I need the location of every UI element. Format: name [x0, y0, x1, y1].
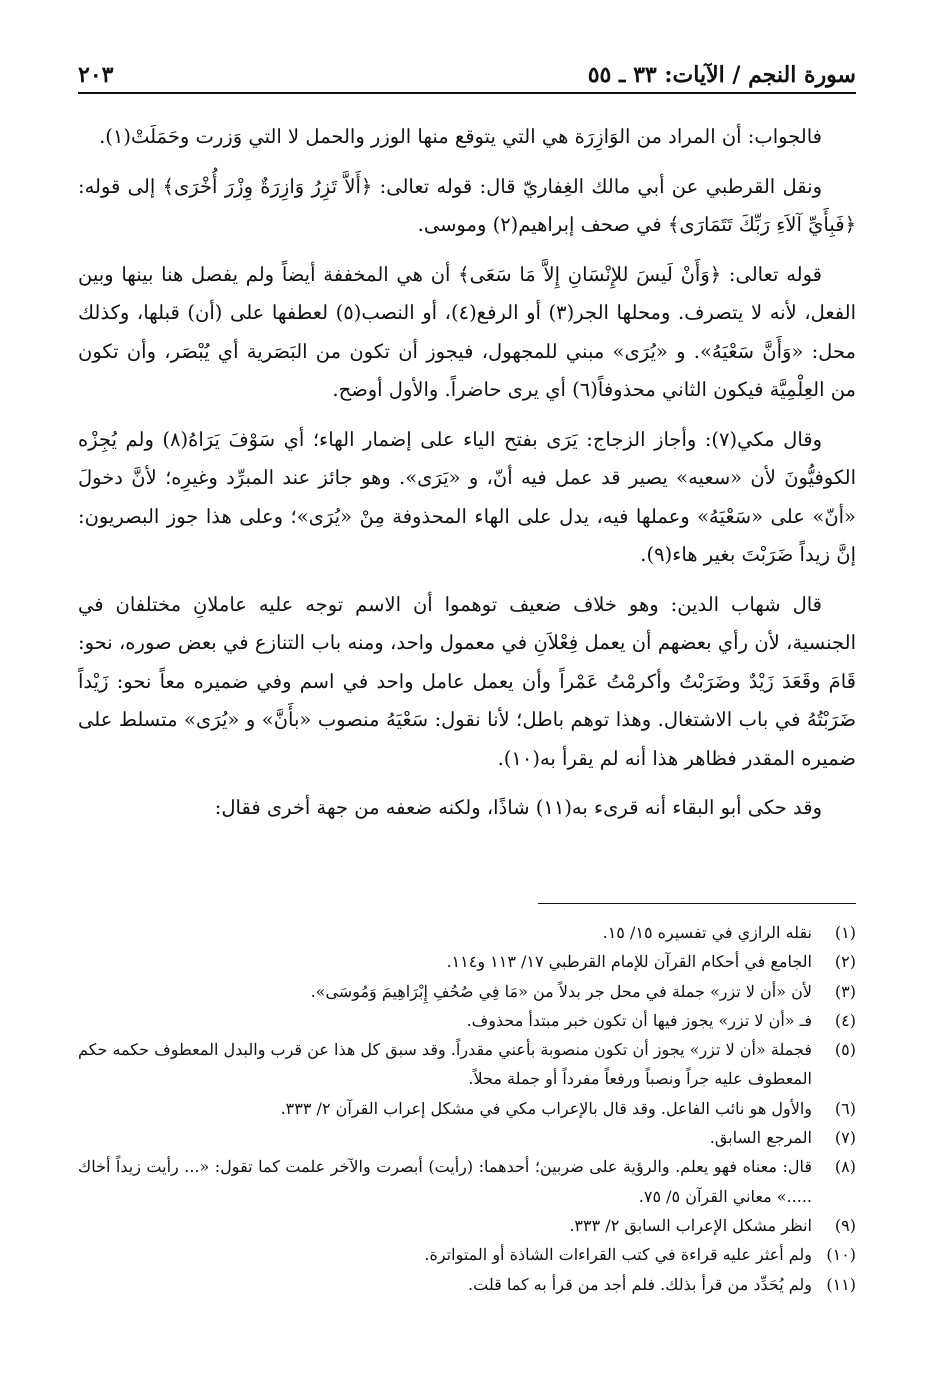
- footnote: [78, 1270, 856, 1299]
- footnote-number: (٧): [834, 1128, 856, 1148]
- paragraph-verse-commentary: قوله تعالى: ﴿وَأَنْ لَيسَ للإِنْسَانِ إِلاَّ مَا سَعَى﴾ أن هي المخففة أيضاً ولم يفصل هنا بينها وبين الفعل، لأنه لا يتصرف. ومحلها الجر(٣) أو الرفع(٤)، أو النصب(٥) لعطفها على (أن) قبلها، وكذلك محل: «وَأَنَّ سَعْيَهُ». و «يُرَى» مبني للمجهول، فيجوز أن تكون من البَصَرية أي يُبْصَر، وأن تكون من العِلْمِيَّة فيكون الثاني محذوفاً(٦) أي يرى حاضراً. والأول أوضح.: [78, 262, 857, 401]
- footnote-text: انظر مشكل الإعراب السابق ٢/ ٣٣٣.: [569, 1215, 812, 1235]
- footnote-text: ولم أعثر عليه قراءة في كتب القراءات الشاذة أو المتواترة.: [424, 1245, 812, 1265]
- surah-title: سورة النجم / الآيات: ٣٣ ـ ٥٥: [587, 62, 856, 88]
- paragraph-qurtubi: ونقل القرطبي عن أبي مالك الغِفاريّ قال: قوله تعالى: ﴿أَلاَّ تَزِرُ وَازِرَةٌ وِزْرَ أُخْرَى﴾ إلى قوله: ﴿فَبِأَيِّ آلاَءِ رَبِّكَ تَتَمَارَى﴾ في صحف إبراهيم(٢) وموسى.: [78, 174, 856, 236]
- footnote-text: المرجع السابق.: [709, 1128, 812, 1148]
- footnote-number: (٤): [834, 1010, 856, 1030]
- footnote-text: فجملة «أن لا تزر» يجوز أن تكون منصوبة بأعني مقدراً. وقد سبق كل هذا عن قرب والبدل المعطوف حكمه حكم المعطوف عليه جراً ونصباً ورفعاً مفرداً أو جملة محلاً.: [78, 1040, 812, 1089]
- footnote-text: لأن «أن لا تزر» جملة في محل جر بدلاً من «مَا فِي صُحُفِ إِبْرَاهِيمَ وَمُوسَى».: [310, 981, 812, 1001]
- footnote-number: (١١): [826, 1274, 856, 1294]
- footnote-number: (٨): [834, 1157, 856, 1177]
- footnote: [78, 1123, 856, 1152]
- footnote-separator: [538, 903, 856, 904]
- footnote-text: نقله الرازي في تفسيره ١٥/ ١٥.: [602, 923, 812, 942]
- footnotes: [78, 918, 856, 1299]
- footnote-number: (٣): [834, 981, 856, 1001]
- footnote: [78, 1035, 856, 1094]
- footnote-number: (١): [834, 923, 856, 942]
- footnote-text: والأول هو نائب الفاعل. وقد قال بالإعراب مكي في مشكل إعراب القرآن ٢/ ٣٣٣.: [280, 1098, 812, 1118]
- page-number: ٢٠٣: [78, 62, 114, 88]
- footnote-number: (٩): [834, 1215, 856, 1235]
- footnote: [78, 1240, 856, 1269]
- footnote: [78, 1006, 856, 1035]
- footnote: [78, 1152, 856, 1211]
- footnote: [78, 1094, 856, 1123]
- footnote-text: الجامع في أحكام القرآن للإمام القرطبي ١٧/ ١١٣ و١١٤.: [446, 952, 812, 972]
- footnote-text: قال: معناه فهو يعلم. والرؤية على ضربين؛ أحدهما: (رأيت) أبصرت والآخر علمت كما تقول: «... رأيت زيداً أخاك .....» معاني القرآن ٥/ ٧٥.: [78, 1157, 812, 1206]
- main-text: [78, 118, 856, 839]
- footnote-text: فـ «أن لا تزر» يجوز فيها أن تكون خبر مبتدأ محذوف.: [466, 1010, 812, 1030]
- footnote-number: (٥): [834, 1040, 856, 1060]
- footnote-number: (٦): [834, 1098, 856, 1118]
- paragraph-abu-albaqa: وقد حكى أبو البقاء أنه قرىء به(١١) شاذًا، ولكنه ضعفه من جهة أخرى فقال:: [214, 796, 822, 819]
- header-rule: [78, 92, 856, 94]
- footnote-number: (١٠): [826, 1245, 856, 1265]
- footnote: [78, 977, 856, 1006]
- footnote: [78, 918, 856, 947]
- footnote-text: ولم يُحَدِّد من قرأ بذلك. فلم أجد من قرأ به كما قلت.: [468, 1274, 812, 1294]
- paragraph-shihab-aldin: قال شهاب الدين: وهو خلاف ضعيف توهموا أن الاسم توجه عليه عاملانِ مختلفان في الجنسية، لأن رأي بعضهم أن يعمل فِعْلاَنِ في معمول واحد، ومنه باب التنازع في بعض صوره، نحو: قَامَ وقَعَدَ زَيْدٌ وضَرَبْتُ وأكرمْتُ عَمْراً وأن يعمل عامل واحد في اسم وفي ضميره معاً نحو: زَيْداً ضَرَبْتُهُ في باب الاشتغال. وهذا توهم باطل؛ لأنا نقول: سَعْيَهُ منصوب «بأَنَّ» و «يُرَى» متسلط على ضميره المقدر فظاهر هذا أنه لم يقرأ به(١٠).: [78, 592, 856, 770]
- footnote: [78, 1211, 856, 1240]
- footnote-number: (٢): [834, 952, 856, 972]
- running-header: [78, 50, 856, 88]
- paragraph-answer: فالجواب: أن المراد من الوَازِرَة هي التي يتوقع منها الوزر والحمل لا التي وَزرت وحَمَلَتْ(١).: [99, 125, 822, 148]
- footnote: [78, 947, 856, 976]
- paragraph-makki: وقال مكي(٧): وأجاز الزجاج: يَرَى بفتح الياء على إضمار الهاء؛ أي سَوْفَ يَرَاهُ(٨) ولم يُجِزْه الكوفيُّونَ لأن «سعيه» يصير قد عمل فيه أنّ، و «يَرَى». وهو جائز عند المبرِّد وغيرِه؛ لأنَّ دخولَ «أنّ» على «سَعْيَهُ» وعملها فيه، يدل على الهاء المحذوفة مِنْ «يُرَى»؛ وعلى هذا جوز البصريون: إنَّ زيداً ضَرَبْتَ بغير هاء(٩).: [78, 427, 856, 566]
